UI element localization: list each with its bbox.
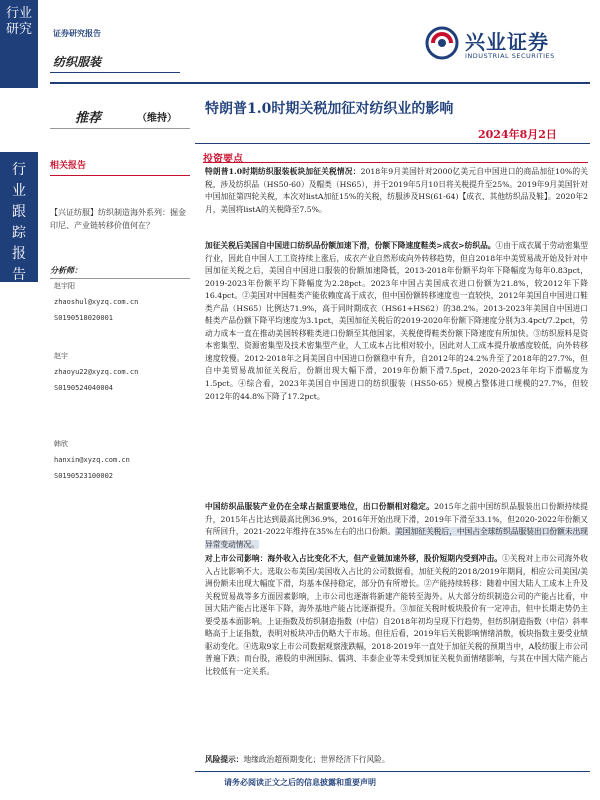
related-report-link[interactable]: 【兴证纺服】纺织制造海外系列：掘金印尼、产业链转移价值何在？ (50, 208, 186, 230)
analyst-divider (50, 278, 190, 279)
point-bold: 中国纺织品服装产业仍在全球占据重要地位，出口份额相对稳定。 (205, 502, 435, 511)
logo-english-name: INDUSTRIAL SECURITIES (465, 52, 555, 60)
tracking-report-tab (0, 152, 38, 282)
report-header (50, 20, 585, 80)
point-risk (205, 754, 588, 767)
analyst-section-title: 分析师： (50, 266, 82, 275)
point-text: 2015年之前中国纺织品服装出口份额持续提升，2015年占比达到最高比例36.9%，2016年开始出现下滑，2019年下滑至33.1%，但2020-2022年份额又有所回升，2021-2022年维持在35%左右的出口份额。 (205, 502, 588, 537)
investment-points-divider (203, 162, 588, 163)
point-import-share (205, 240, 588, 403)
analyst-card (54, 350, 194, 394)
point-text: 地缘政治超预期变化；世界经济下行风险。 (243, 755, 390, 764)
rating-sub: （维持） (137, 113, 177, 124)
point-bold: 对上市公司影响：海外收入占比变化不大，但产业链加速外移，股价短期内受到冲击。 (205, 554, 503, 563)
rating-label: 推荐 (75, 111, 102, 126)
analyst-email[interactable]: hanxin@xyzq.com.cn (54, 456, 130, 464)
side-strip (0, 0, 38, 800)
company-logo (425, 24, 595, 64)
report-type: 证券研究报告 (53, 29, 101, 38)
sector-name: 纺织服装 (53, 55, 102, 69)
analyst-id: S0190523100002 (54, 472, 114, 480)
title-divider (195, 143, 590, 144)
rating-divider (50, 128, 190, 129)
footer-disclaimer: 请务必阅读正文之后的信息披露和重要声明 (224, 778, 376, 787)
point-highlight: 美国加征关税后，中国占全球纺织品服装出口份额未出现异常变动情况。 (205, 527, 588, 549)
logo-chinese-name: 兴业证券 (465, 30, 549, 54)
point-text: ①由于成衣属于劳动密集型行业，因此自中国人工工资持续上涨后，成衣产业自然形成向外转移趋势，但自2018年中美贸易战开始及针对中国加征关税之后，美国自中国进口服装的份额加速降低，2013-2018年份额平均年下降幅度为每年0.83pct，2019-2023年份额平均下降幅度为2.28pct。2023年中国占美国成衣进口份额为21.8%，较2012年下降16.4pct。②美国对中国鞋类产能依赖度高于成衣，但中国份额转移速度也一直较快，2012年美国自中国进口鞋类产品（HS65）比例达71.9%，高于同时期成衣（HS61+HS62）的38.2%。2013-2023年美国自中国进口鞋类产品份额下降平均速度为3.1pct，美国加征关税后的2019-2020年份额下降速度分别为3.4pct/7.2pct，劳动力成本一直在推动美国转移鞋类进口份额至其他国家，关税使得鞋类份额下降速度有所加快。③纺织原料是资本密集型、资源密集型及技术密集型产业，人工成本占比相对较小，因此对人工成本提升敏感度较低，向外转移速度较慢。2012-2018年之间美国自中国进口份额稳中有升，自2012年的24.2%升至了2018年的27.7%，但自中美贸易战加征关税后，份额出现大幅下滑，2019年份额下滑7.5pct，2020-2023年年均下滑幅度为1.5pct。④综合看，2023年美国自中国进口的纺织服装（HS50-65）规模占整体进口规模的27.7%，但较2012年的44.8%下降了17.2pct。 (205, 241, 588, 401)
analyst-card (54, 438, 194, 482)
point-bold: 特朗普1.0时期纺织服装板块加征关税情况： (205, 167, 361, 176)
related-reports-divider (50, 175, 190, 176)
investment-points-title: 投资要点 (203, 154, 243, 165)
report-date: 2024年8月2日 (478, 128, 557, 141)
sector-underline (50, 72, 180, 73)
logo-mark-icon (425, 26, 459, 60)
industry-research-label: 行业研究 (6, 6, 33, 37)
footer-divider (195, 771, 590, 772)
analyst-card (54, 280, 194, 324)
point-tariff-history (205, 166, 588, 216)
analyst-email[interactable]: zhaoshul@xyzq.com.cn (54, 298, 139, 306)
point-company-impact (205, 553, 588, 678)
analyst-email[interactable]: zhaoyu22@xyzq.com.cn (54, 368, 139, 376)
left-column (50, 158, 190, 232)
rating-block (75, 107, 177, 126)
analyst-name: 赵宇 (54, 352, 68, 360)
analyst-name: 韩欣 (54, 440, 68, 448)
analyst-id: S0190524040004 (54, 384, 114, 392)
industry-research-tab (0, 0, 38, 88)
header-divider (50, 82, 590, 84)
point-text: 2018年9月美国针对2000亿美元自中国进口的商品加征10%的关税，涉及纺织品（HS50-60）及帽类（HS65），并于2019年5月10日将关税提升至25%。2019年9月美国针对中国加征第四轮关税，本次对listA加征15%的关税，纺服涉及HS(61-64)【成衣、其他纺织品及鞋】。2020年2月，美国将listA的关税降至7.5%。 (205, 167, 588, 214)
point-bold: 风险提示： (205, 755, 244, 764)
related-reports-title: 相关报告 (50, 161, 87, 171)
point-bold: 加征关税后美国自中国进口纺织品份额加速下滑，份额下降速度鞋类>成衣>纺织品。 (205, 241, 496, 250)
point-export-share (205, 501, 588, 551)
analyst-id: S0190518020001 (54, 314, 114, 322)
tracking-report-label: 行业跟踪报告 (12, 162, 26, 283)
point-text: ①关税对上市公司海外收入占比影响不大。选取公布美国/美国收入占比的公司数据看，加征关税的2018/2019年期间，相应公司美国/美洲份额未出现大幅度下滑，均基本保持稳定，部分仍有所增长。②产能持续转移：随着中国大陆人工成本上升及关税贸易战等多方面因素影响，上市公司也逐渐将新建产能转至海外。从大部分纺织制造公司的产能占比看，中国大陆产能占比逐年下降，海外基地产能占比逐渐提升。③加征关税时板块股价有一定冲击，但中长期走势仍主要受基本面影响。上证指数及纺织制造指数（中信）自2018年初均呈现下行趋势，但纺织制造指数（中信）斜率略高于上证指数，表明对板块冲击仍略大于市场。但往后看，2019年后关税影响情绪消散，板块指数主要受业绩驱动变化。④选取9家上市公司数据观察涨跌幅，2018-2019年一直处于加征关税的预期当中，A股纺服上市公司普遍下跌；而台股，港股的申洲国际、儒鸿、丰泰企业等未受到加征关税负面情绪影响，与其在中国大陆产能占比较低有一定关系。 (205, 554, 588, 676)
report-title: 特朗普1.0时期关税加征对纺织业的影响 (205, 101, 454, 117)
analyst-name: 赵宇阳 (54, 282, 75, 290)
